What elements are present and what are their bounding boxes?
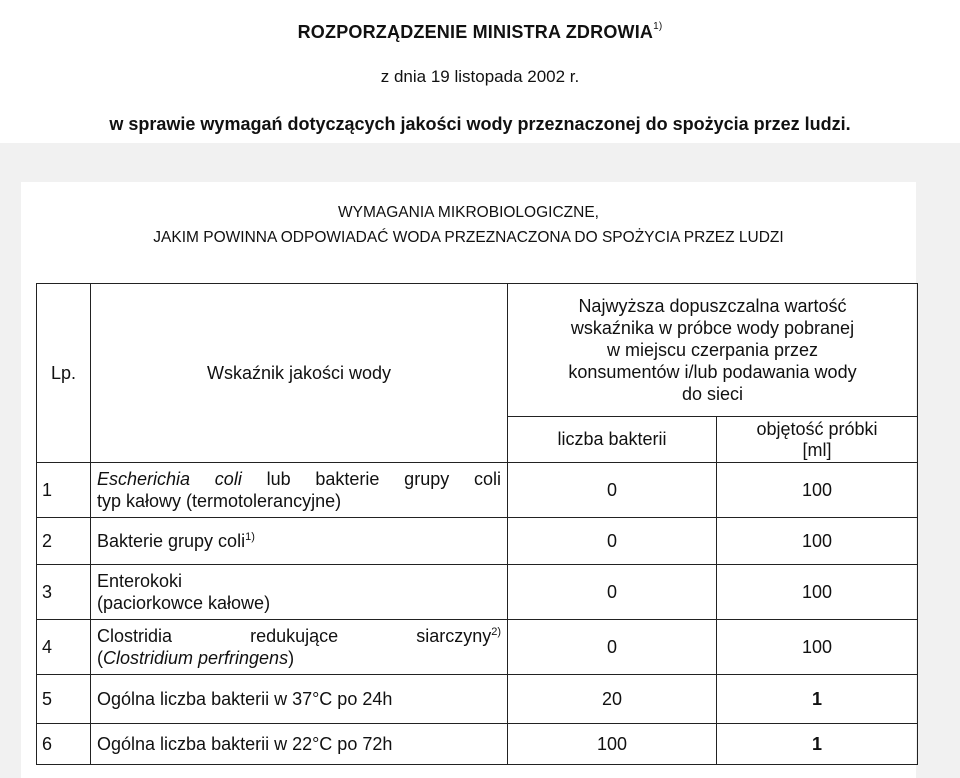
row-sample-volume: 1 [717,675,918,724]
section-title-line1: WYMAGANIA MIKROBIOLOGICZNE, [338,204,599,221]
table-row [37,675,918,724]
row-lp: 4 [37,620,91,675]
row-bacteria-count: 20 [508,675,717,724]
row-indicator [91,620,508,675]
indicator-text-line1: Clostridia redukujące siarczyny [97,626,492,646]
header-max-value [508,284,918,417]
indicator-italic-name: Clostridium perfringens [103,648,289,668]
indicator-text-line1: Enterokoki [97,571,183,591]
indicator-text-line2: (Clostridium perfringens) [97,648,295,668]
indicator-text-line2: typ kałowy (termotolerancyjne) [97,491,342,511]
header-bacteria-count: liczba bakterii [508,417,717,463]
row-sample-volume: 100 [717,620,918,675]
header-sample-volume-line: objętość próbki [756,418,878,439]
row-indicator [91,565,508,620]
header-indicator: Wskaźnik jakości wody [91,284,508,463]
table-row [37,565,918,620]
document-header [0,0,960,143]
regulation-date: z dnia 19 listopada 2002 r. [380,67,580,86]
indicator-text: Bakterie grupy coli [97,531,246,551]
row-sample-volume: 100 [717,565,918,620]
table-row [37,620,918,675]
row-bacteria-count: 0 [508,620,717,675]
row-lp: 1 [37,463,91,518]
row-bacteria-count: 0 [508,463,717,518]
row-lp: 2 [37,518,91,565]
requirements-panel [21,182,916,778]
table-header-row [37,284,918,417]
row-indicator: Ogólna liczba bakterii w 37°C po 24h [91,675,508,724]
table-row [37,518,918,565]
row-indicator [91,463,508,518]
row-bacteria-count: 0 [508,565,717,620]
header-sample-volume-unit: [ml] [802,439,832,460]
footnote-marker: 1) [245,531,255,543]
row-bacteria-count: 0 [508,518,717,565]
footnote-marker: 2) [491,626,501,638]
microbiological-requirements-table [36,283,918,765]
table-row [37,724,918,765]
row-sample-volume: 1 [717,724,918,765]
indicator-italic-name: Escherichia coli [97,469,242,489]
header-lp: Lp. [37,284,91,463]
table-row [37,463,918,518]
row-bacteria-count: 100 [508,724,717,765]
row-sample-volume: 100 [717,518,918,565]
indicator-text: lub bakterie grupy coli [241,469,501,489]
header-max-value-line: do sieci [681,384,744,404]
section-title-line2: JAKIM POWINNA ODPOWIADAĆ WODA PRZEZNACZONA DO SPOŻYCIA PRZEZ LUDZI [153,229,784,246]
indicator-text-line2: (paciorkowce kałowe) [97,593,271,613]
row-sample-volume: 100 [717,463,918,518]
row-lp: 6 [37,724,91,765]
row-lp: 3 [37,565,91,620]
header-max-value-line: wskaźnika w próbce wody pobranej [570,318,855,338]
header-max-value-line: Najwyższa dopuszczalna wartość [578,296,847,316]
header-max-value-line: konsumentów i/lub podawania wody [568,362,857,382]
title-footnote-marker: 1) [653,21,663,32]
row-indicator [91,518,508,565]
header-sample-volume [717,417,918,463]
regulation-subject: w sprawie wymagań dotyczących jakości wody przeznaczonej do spożycia przez ludzi. [109,114,851,134]
row-indicator: Ogólna liczba bakterii w 22°C po 72h [91,724,508,765]
regulation-title: ROZPORZĄDZENIE MINISTRA ZDROWIA$^{1)}$ [297,21,663,42]
header-max-value-line: w miejscu czerpania przez [606,340,819,360]
row-lp: 5 [37,675,91,724]
